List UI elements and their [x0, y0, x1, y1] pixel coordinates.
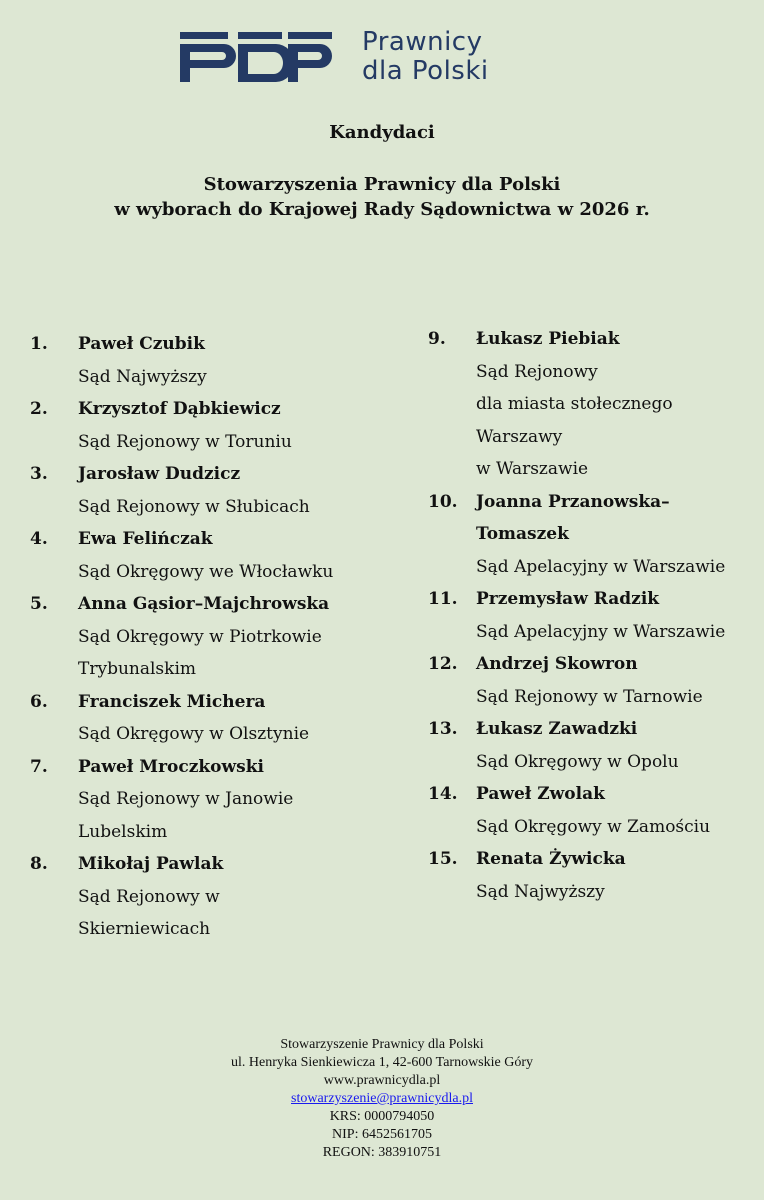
candidate-name: Paweł Zwolak [476, 784, 605, 804]
candidate-court-line: Warszawy [476, 426, 563, 447]
candidate-item [428, 778, 758, 843]
candidate-number: 14. [428, 784, 458, 804]
candidate-court [476, 616, 758, 649]
candidate-name: Mikołaj Pawlak [78, 854, 224, 874]
footer-regon: REGON: 383910751 [322, 1145, 442, 1160]
candidate-item [428, 648, 758, 713]
candidate-court [476, 746, 758, 779]
candidate-court-line: Sąd Apelacyjny w Warszawie [476, 621, 726, 642]
candidate-item [428, 713, 758, 778]
candidate-name: Jarosław Dudzicz [78, 464, 241, 484]
candidate-number: 9. [428, 329, 446, 349]
candidate-number: 11. [428, 589, 458, 609]
candidate-number: 2. [30, 399, 48, 419]
candidate-court-line: Sąd Apelacyjny w Warszawie [476, 556, 726, 577]
candidate-item [428, 323, 758, 486]
candidate-court-line: Sąd Okręgowy w Opolu [476, 751, 679, 772]
candidate-item [30, 523, 370, 588]
candidate-name: Paweł Mroczkowski [78, 756, 264, 777]
candidate-name: Łukasz Piebiak [476, 329, 620, 349]
candidate-number: 8. [30, 854, 48, 874]
candidate-item [30, 686, 370, 751]
candidate-number: 12. [428, 654, 458, 674]
candidate-court [78, 556, 370, 589]
candidate-court [78, 621, 370, 686]
candidate-item [428, 843, 758, 908]
candidate-number: 10. [428, 491, 458, 512]
candidate-number: 5. [30, 594, 48, 614]
footer [0, 1036, 764, 1162]
logo-line-1: Prawnicy [362, 27, 483, 57]
candidate-court [476, 551, 758, 584]
candidate-court-line: Sąd Okręgowy w Zamościu [476, 816, 711, 837]
candidate-name: Krzysztof Dąbkiewicz [78, 399, 281, 419]
candidate-court [78, 881, 370, 946]
candidate-court-line: Sąd Rejonowy w [78, 886, 220, 907]
candidate-court-line: Lubelskim [78, 821, 168, 842]
candidate-court-line: Sąd Najwyższy [476, 881, 605, 902]
footer-nip: NIP: 6452561705 [332, 1127, 432, 1142]
candidate-court [78, 783, 370, 848]
candidate-number: 6. [30, 691, 48, 712]
candidate-court [476, 681, 758, 714]
candidate-court-line: Skierniewicach [78, 919, 211, 939]
candidate-court-line: Sąd Najwyższy [78, 366, 207, 387]
candidate-name: Przemysław Radzik [476, 589, 660, 609]
candidate-name: Łukasz Zawadzki [476, 719, 638, 739]
candidates-left-column [30, 328, 370, 946]
candidate-item [428, 486, 758, 584]
candidate-number: 4. [30, 529, 48, 549]
footer-org: Stowarzyszenie Prawnicy dla Polski [280, 1037, 484, 1052]
candidate-court-line: dla miasta stołecznego [476, 394, 673, 414]
heading-subtitle-2: w wyborach do Krajowej Rady Sądownictwa w 2026 r. [114, 199, 650, 220]
candidate-name: Joanna Przanowska– [476, 491, 670, 512]
candidate-item [30, 588, 370, 686]
candidate-court-line: Sąd Rejonowy w Toruniu [78, 431, 292, 452]
candidate-item [30, 328, 370, 393]
candidate-name: Franciszek Michera [78, 691, 266, 712]
candidate-number: 3. [30, 464, 48, 484]
candidate-court-line: Sąd Rejonowy [476, 361, 598, 382]
candidate-name-continued: Tomaszek [476, 524, 569, 544]
candidate-item [30, 751, 370, 849]
candidate-item [30, 848, 370, 946]
candidate-court-line: Trybunalskim [78, 659, 197, 679]
candidate-court-line: Sąd Okręgowy w Olsztynie [78, 724, 310, 744]
candidate-court [476, 811, 758, 844]
candidate-court [78, 426, 370, 459]
candidate-court [476, 356, 758, 486]
candidate-court-line: Sąd Okręgowy we Włocławku [78, 561, 334, 582]
candidate-name: Anna Gąsior–Majchrowska [78, 594, 330, 614]
candidate-court [476, 876, 758, 909]
heading-title: Kandydaci [329, 122, 435, 143]
candidate-number: 13. [428, 719, 458, 739]
footer-address: ul. Henryka Sienkiewicza 1, 42-600 Tarnowskie Góry [230, 1055, 534, 1070]
heading-subtitle-1: Stowarzyszenia Prawnicy dla Polski [203, 174, 561, 195]
footer-website: www.prawnicydla.pl [323, 1073, 441, 1088]
candidate-item [30, 393, 370, 458]
candidate-item [428, 583, 758, 648]
candidate-name: Paweł Czubik [78, 334, 205, 354]
candidate-court-line: Sąd Rejonowy w Tarnowie [476, 686, 703, 707]
logo-line-2: dla Polski [362, 56, 489, 86]
candidate-court-line: Sąd Okręgowy w Piotrkowie [78, 626, 322, 647]
candidate-court-line: w Warszawie [476, 459, 589, 479]
candidate-number: 7. [30, 756, 48, 777]
logo-wordmark [362, 28, 489, 86]
candidate-court-line: Sąd Rejonowy w Janowie [78, 789, 294, 809]
candidate-name: Ewa Felińczak [78, 529, 213, 549]
candidate-number: 15. [428, 849, 458, 869]
candidate-court [78, 491, 370, 524]
candidate-number: 1. [30, 334, 48, 354]
candidates-right-column [428, 323, 758, 908]
candidate-item [30, 458, 370, 523]
candidate-court [78, 718, 370, 751]
footer-email-link[interactable]: stowarzyszenie@prawnicydla.pl [291, 1091, 473, 1106]
candidate-name: Andrzej Skowron [476, 654, 638, 674]
candidate-court [78, 361, 370, 394]
footer-krs: KRS: 0000794050 [329, 1109, 435, 1124]
candidate-court-line: Sąd Rejonowy w Słubicach [78, 496, 310, 517]
candidate-name: Renata Żywicka [476, 849, 626, 869]
